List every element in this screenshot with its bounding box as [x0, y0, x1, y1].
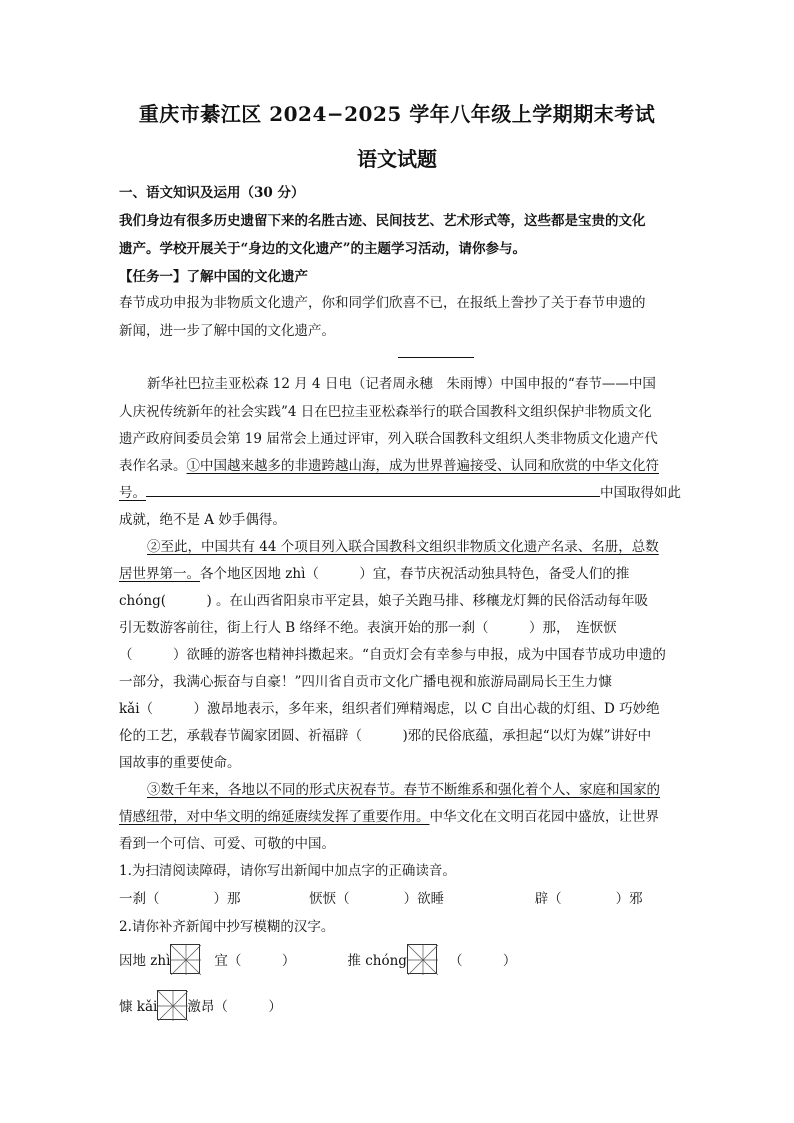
page-subtitle: 语文试题	[357, 147, 437, 171]
news-p2-line-4: 引无数游客前往，街上行人 B 络绎不绝。表演开始的那一刹（ ）那， 连恹恹	[119, 620, 617, 636]
news-p1-text: 表作名录。	[119, 458, 187, 474]
grid-lines-icon	[408, 945, 438, 975]
q2-a-post: 宜（ ）	[214, 953, 296, 969]
news-p1-line-1: 新华社巴拉圭亚松森 12 月 4 日电（记者周永穗 朱雨博）中国申报的“春节——中国	[147, 376, 656, 392]
news-p1-line-2: 人庆祝传统新年的社会实践”4 日在巴拉圭亚松森举行的联合国教科文组织保护非物质文化	[119, 404, 652, 420]
question-2-row-2	[119, 990, 679, 1024]
question-2-stem: 2.请你补齐新闻中抄写模糊的汉字。	[119, 919, 335, 935]
grid-lines-icon	[171, 945, 201, 975]
news-title-blank	[398, 357, 474, 358]
q2-b-pinyin: 推 chóng	[347, 953, 407, 969]
sentence-3-end: 情感纽带，对中华文明的绵延赓续发挥了重要作用。	[119, 809, 430, 825]
writing-grid-box[interactable]	[157, 990, 187, 1020]
sentence-2-underlined: ②至此，中国共有 44 个项目列入联合国教科文组织非物质文化遗产名录、名册，总数	[147, 539, 659, 555]
intro-line-1: 我们身边有很多历史遗留下来的名胜古迹、民间技艺、艺术形式等，这些都是宝贵的文化	[119, 213, 646, 229]
question-1-stem: 1.为扫清阅读障碍，请你写出新闻中加点字的正确读音。	[119, 863, 456, 879]
news-p3-text: 中华文化在文明百花园中盛放，让世界	[429, 809, 659, 825]
news-p2-line-5: （ ）欲睡的游客也精神抖擞起来。“自贡灯会有幸参与申报，成为中国春节成功申遗的	[119, 647, 666, 663]
q2-c-pinyin: 慷 kǎi	[119, 999, 158, 1015]
news-p1-line-5	[119, 481, 679, 501]
sentence-2-end: 居世界第一。	[119, 566, 200, 582]
sentence-3-underlined: ③数千年来，各地以不同的形式庆祝春节。春节不断维系和强化着个人、家庭和国家的	[147, 782, 660, 798]
q2-a-pinyin: 因地 zhì	[119, 953, 171, 969]
question-2-row-1	[119, 944, 679, 978]
news-p1-line-4	[119, 454, 679, 474]
news-p1-line-6: 成就，绝不是 A 妙手偶得。	[119, 512, 286, 528]
task-desc-line-2: 新闻，进一步了解中国的文化遗产。	[119, 323, 335, 339]
news-p2-line-9: 国故事的重要使命。	[119, 755, 241, 771]
question-1-items	[119, 887, 679, 907]
writing-grid-box[interactable]	[170, 944, 200, 974]
grid-lines-icon	[158, 991, 188, 1021]
page-title: 重庆市綦江区 2024−2025 学年八年级上学期期末考试	[138, 102, 656, 126]
q1-item-2[interactable]: 恹恹（ ）欲睡	[309, 891, 445, 907]
task-heading: 【任务一】了解中国的文化遗产	[119, 269, 308, 285]
news-p2-line-2	[119, 562, 679, 582]
section-heading: 一、语文知识及运用（30 分）	[119, 185, 305, 201]
sentence-1-underlined: ①中国越来越多的非遗跨越山海，成为世界普遍接受、认同和欣赏的中华文化符	[186, 458, 659, 474]
task-desc-line-1: 春节成功申报为非物质文化遗产，你和同学们欣喜不已，在报纸上誊抄了关于春节申遗的	[119, 295, 646, 311]
q1-item-3[interactable]: 辟（ ）邪	[534, 891, 643, 907]
news-p1-continue: 中国取得如此	[600, 485, 681, 501]
answer-blank[interactable]	[146, 484, 600, 497]
sentence-1-end: 号。	[119, 485, 146, 501]
writing-grid-box[interactable]	[407, 944, 437, 974]
intro-line-2: 遗产。学校开展关于“身边的文化遗产”的主题学习活动，请你参与。	[119, 241, 527, 257]
q1-item-1[interactable]: 一刹（ ）那	[119, 891, 241, 907]
news-p2-line-3: chóng( ) 。在山西省阳泉市平定县，娘子关跑马排、移穰龙灯舞的民俗活动每年吸	[119, 593, 649, 609]
news-p1-line-3: 遗产政府间委员会第 19 届常会上通过评审，列入联合国教科文组织人类非物质文化遗产代	[119, 431, 658, 447]
q2-b-post: （ ）	[448, 953, 517, 969]
news-p2-line-7: kǎi（ ）激昂地表示，多年来，组织者们殚精竭虑，以 C 自出心裁的灯组、D 巧妙绝	[119, 701, 660, 717]
q2-c-post: 激昂（ ）	[187, 999, 282, 1015]
news-p2-text: 各个地区因地 zhì（ ）宜，春节庆祝活动独具特色，备受人们的推	[200, 566, 630, 582]
news-p3-line-2	[119, 805, 679, 825]
news-p2-line-8: 伦的工艺，承载春节阖家团圆、祈福辟（ )邪的民俗底蕴，承担起“以灯为媒”讲好中	[119, 728, 652, 744]
news-p2-line-6: 一部分，我满心振奋与自豪！”四川省自贡市文化广播电视和旅游局副局长王生力慷	[119, 674, 612, 690]
news-p3-line-3: 看到一个可信、可爱、可敬的中国。	[119, 836, 335, 852]
